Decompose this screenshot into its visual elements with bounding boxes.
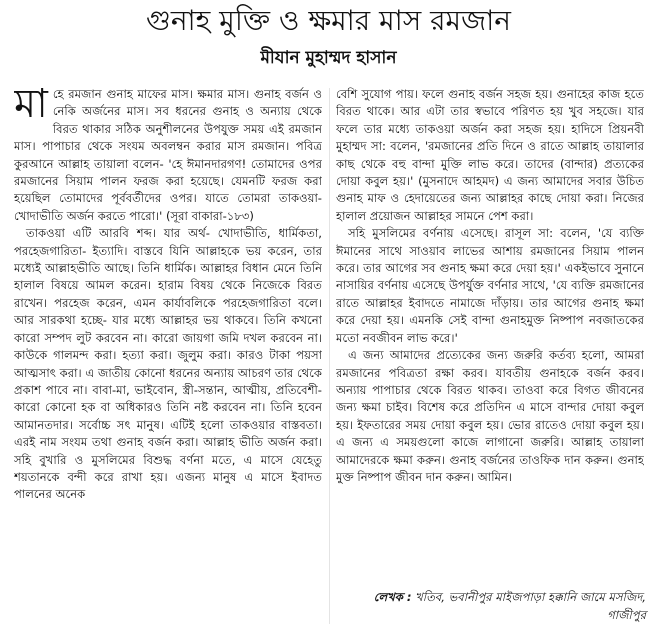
credit-label: লেখক : bbox=[373, 590, 412, 604]
article-column-left bbox=[14, 86, 322, 626]
credit-text: খতিব, ভবানীপুর মাইজপাড়া হক্কানি জামে মসজিদ, গাজীপুর bbox=[415, 590, 646, 622]
author-byline: মীযান মুহাম্মদ হাসান bbox=[260, 48, 397, 68]
paragraph-1-text: হে রমজান গুনাহ মাফের মাস। ক্ষমার মাস। গুনাহ বর্জন ও নেকি অর্জনের মাস। সব ধরনের গুনাহ ও অন্যায় থেকে বিরত থাকার সঠিক অনুশীলনের উপযুক্ত সময় এই রমজান মাস। পাপাচার থেকে সংযম অবলম্বন করার মাস রমজান। পবিত্র কুরআনে আল্লাহ তায়ালা বলেন- 'হে ঈমানদারগণ! তোমাদের ওপর রমজানের সিয়াম পালন ফরজ করা হয়েছে। যেমনটি ফরজ করা হয়েছিল তোমাদের পূর্ববর্তীদের ওপর। যাতে তোমরা তাকওয়া-খোদাভীতি অর্জন করতে পারো।' (সূরা বাকারা-১৮৩) bbox=[14, 87, 322, 223]
paragraph-3: বেশি সুযোগ পায়। ফলে গুনাহ বর্জন সহজ হয়। গুনাহের কাজ হতে বিরত থাকে। আর এটা তার স্বভাবে পরিণত হয় খুব সহজে। যার ফলে তার মধ্যে তাকওয়া অর্জন করা সহজ হয়। হাদিসে প্রিয়নবী মুহাম্মদ সা: বলেন, 'রমজানের প্রতি দিনে ও রাতে আল্লাহ তায়ালার কাছ থেকে বহু বান্দা মুক্তি লাভ করে। তাদের (বান্দার) প্রত্যকের দোয়া কবুল হয়।' (মুসনাদে আহমদ) এ জন্য আমাদের সবার উচিত গুনাহ মাফ ও হেদায়েতের জন্য আল্লাহর কাছে দোয়া করা। নিজের হালাল প্রয়োজন আল্লাহর সামনে পেশ করা। bbox=[336, 87, 644, 223]
author-credit bbox=[370, 588, 646, 624]
drop-cap: মা bbox=[14, 86, 48, 127]
paragraph-5: এ জন্য আমাদের প্রত্যেকের জন্য জরুরি কর্তব্য হলো, আমরা রমজানের পবিত্রতা রক্ষা করব। যাবতীয় গুনাহকে বর্জন করব। অন্যায় পাপাচার থেকে বিরত থাকব। তাওবা করে বিগত জীবনের জন্য ক্ষমা চাইব। বিশেষ করে প্রতিদিন এ মাসে বান্দার দোয়া কবুল হয়। ইফতারের সময় দোয়া কবুল হয়। ভোর রাতেও দোয়া কবুল হয়। এ জন্য এ সময়গুলো কাজে লাগানো জরুরি। আল্লাহ তায়ালা আমাদেরকে ক্ষমা করুন। গুনাহ বর্জনের তাওফিক দান করুন। গুনাহ মুক্ত নিষ্পাপ জীবন দান করুন। আমিন। bbox=[336, 348, 644, 484]
paragraph-1 bbox=[14, 86, 322, 225]
article-headline: গুনাহ মুক্তি ও ক্ষমার মাস রমজান bbox=[146, 4, 511, 37]
paragraph-4: সহি মুসলিমের বর্ণনায় এসেছে। রাসূল সা: বলেন, 'যে ব্যক্তি ঈমানের সাথে সাওয়াব লাভের আশায় রমজানের সিয়াম পালন করে। তার আগের সব গুনাহ ক্ষমা করে দেয়া হয়।' একইভাবে সুনানে নাসায়ির বর্ণনায় এসেছে উপর্যুক্ত বর্ণনার সাথে, 'যে ব্যক্তি রমজানের রাতে আল্লাহর ইবাদতে নামাজে দাঁড়ায়। তার আগের গুনাহ ক্ষমা করে দেয়া হয়। এমনকি সেই বান্দা গুনাহমুক্ত নিষ্পাপ নবজাতকের মতো নবজীবন লাভ করে।' bbox=[336, 226, 644, 345]
paragraph-2: তাকওয়া এটি আরবি শব্দ। যার অর্থ- খোদাভীতি, ধার্মিকতা, পরহেজগারিতা- ইত্যাদি। বাস্তবে যিনি আল্লাহকে ভয় করেন, তার মধ্যেই আল্লাহভীতি আছে। তিনি ধার্মিক। আল্লাহর বিধান মেনে তিনি হালাল বিষয়ে আমল করেন। হারাম বিষয় থেকে নিজেকে বিরত রাখেন। পরহেজ করেন, এমন কার্যাবলিকে পরহেজগারিতা বলে। আর সারকথা হচ্ছে- যার মধ্যে আল্লাহর ভয় থাকবে। তিনি কখনো কারো সম্পদ লুট করবেন না। কারো জায়গা জমি দখল করবেন না। কাউকে গালমন্দ করা। হত্যা করা। জুলুম করা। কারও টাকা পয়সা আত্মসাৎ করা। এ জাতীয় কোনো ধরনের অন্যায় আচরণ তার থেকে প্রকাশ পাবে না। বাবা-মা, ভাইবোন, স্ত্রী-সন্তান, আত্মীয়, প্রতিবেশী- কারো কোনো হক বা অধিকারও তিনি নষ্ট করবেন না। তিনি হবেন আমানতদার। সর্বোচ্চ সৎ মানুষ। এটিই হলো তাকওয়ার বাস্তবতা। এরই নাম সংযম তথা গুনাহ বর্জন করা। আল্লাহ ভীতি অর্জন করা। সহি বুখারি ও মুসলিমের বিশুদ্ধ বর্ণনা মতে, এ মাসে যেহেতু শয়তানকে বন্দী করে রাখা হয়। এজন্য মানুষ এ মাসে ইবাদত পালনের অনেক bbox=[14, 226, 322, 502]
column-divider bbox=[329, 88, 330, 624]
article-column-right bbox=[336, 86, 644, 586]
